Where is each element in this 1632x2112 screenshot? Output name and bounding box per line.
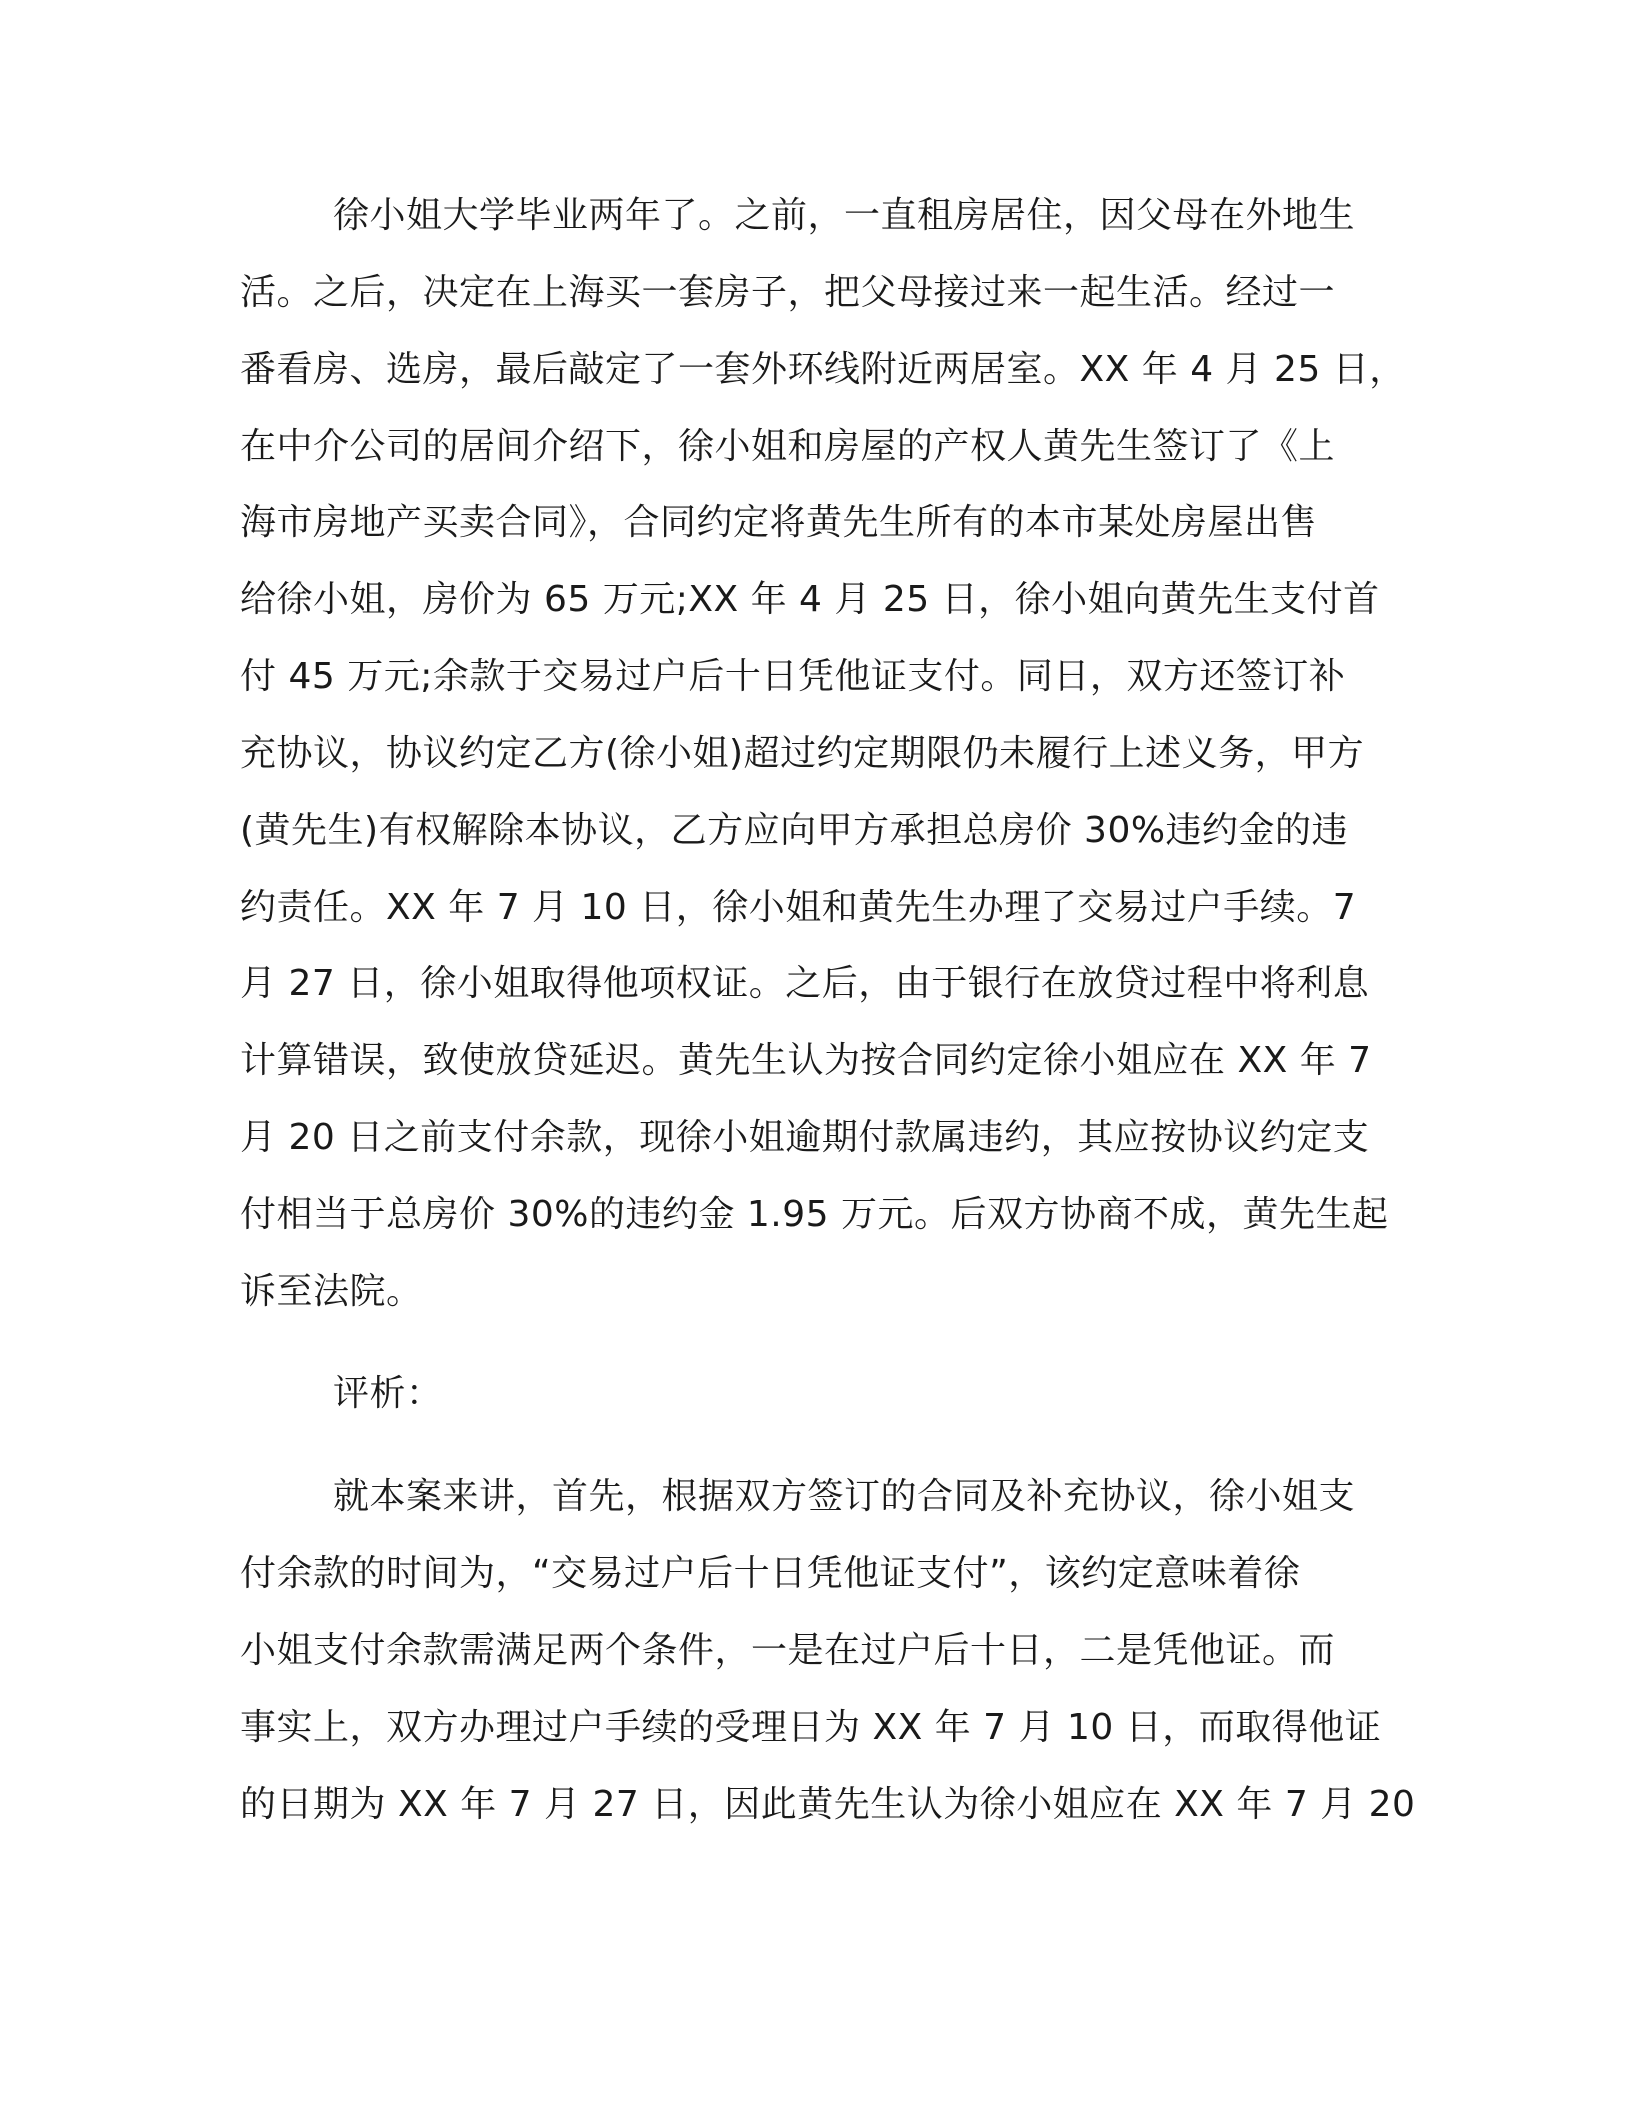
paragraph-2-line-3: 小姐支付余款需满足两个条件，一是在过户后十日，二是凭他证。而: [240, 1630, 1336, 1671]
paragraph-1-line-12: 计算错误，致使放贷延迟。黄先生认为按合同约定徐小姐应在 XX 年 7: [240, 1040, 1372, 1081]
paragraph-2-line-1: 就本案来讲，首先，根据双方签订的合同及补充协议，徐小姐支: [333, 1476, 1356, 1517]
paragraph-2-line-5: 的日期为 XX 年 7 月 27 日，因此黄先生认为徐小姐应在 XX 年 7 月 20: [240, 1784, 1416, 1825]
paragraph-2-line-2: 付余款的时间为，“交易过户后十日凭他证支付”，该约定意味着徐: [240, 1553, 1301, 1594]
paragraph-1-line-8: 充协议，协议约定乙方(徐小姐)超过约定期限仍未履行上述义务，甲方: [240, 733, 1365, 774]
paragraph-1-line-15: 诉至法院。: [240, 1271, 423, 1312]
paragraph-1-line-2: 活。之后，决定在上海买一套房子，把父母接过来一起生活。经过一: [240, 272, 1336, 313]
paragraph-1-line-9: (黄先生)有权解除本协议，乙方应向甲方承担总房价 30%违约金的违: [240, 810, 1349, 851]
paragraph-1-line-6: 给徐小姐，房价为 65 万元;XX 年 4 月 25 日，徐小姐向黄先生支付首: [240, 579, 1380, 620]
paragraph-1-line-10: 约责任。XX 年 7 月 10 日，徐小姐和黄先生办理了交易过户手续。7: [240, 887, 1357, 928]
paragraph-1-line-13: 月 20 日之前支付余款，现徐小姐逾期付款属违约，其应按协议约定支: [240, 1117, 1370, 1158]
paragraph-2-line-4: 事实上，双方办理过户手续的受理日为 XX 年 7 月 10 日，而取得他证: [240, 1707, 1382, 1748]
paragraph-1-line-1: 徐小姐大学毕业两年了。之前，一直租房居住，因父母在外地生: [333, 195, 1356, 236]
paragraph-1-line-5: 海市房地产买卖合同》，合同约定将黄先生所有的本市某处房屋出售: [240, 502, 1318, 543]
paragraph-1-line-14: 付相当于总房价 30%的违约金 1.95 万元。后双方协商不成，黄先生起: [240, 1194, 1389, 1235]
heading-analysis: 评析：: [333, 1373, 443, 1414]
paragraph-1-line-11: 月 27 日，徐小姐取得他项权证。之后，由于银行在放贷过程中将利息: [240, 963, 1370, 1004]
paragraph-1-line-7: 付 45 万元;余款于交易过户后十日凭他证支付。同日，双方还签订补: [240, 656, 1346, 697]
paragraph-1-line-3: 番看房、选房，最后敲定了一套外环线附近两居室。XX 年 4 月 25 日，: [240, 349, 1406, 390]
paragraph-1-line-4: 在中介公司的居间介绍下，徐小姐和房屋的产权人黄先生签订了《上: [240, 426, 1336, 467]
